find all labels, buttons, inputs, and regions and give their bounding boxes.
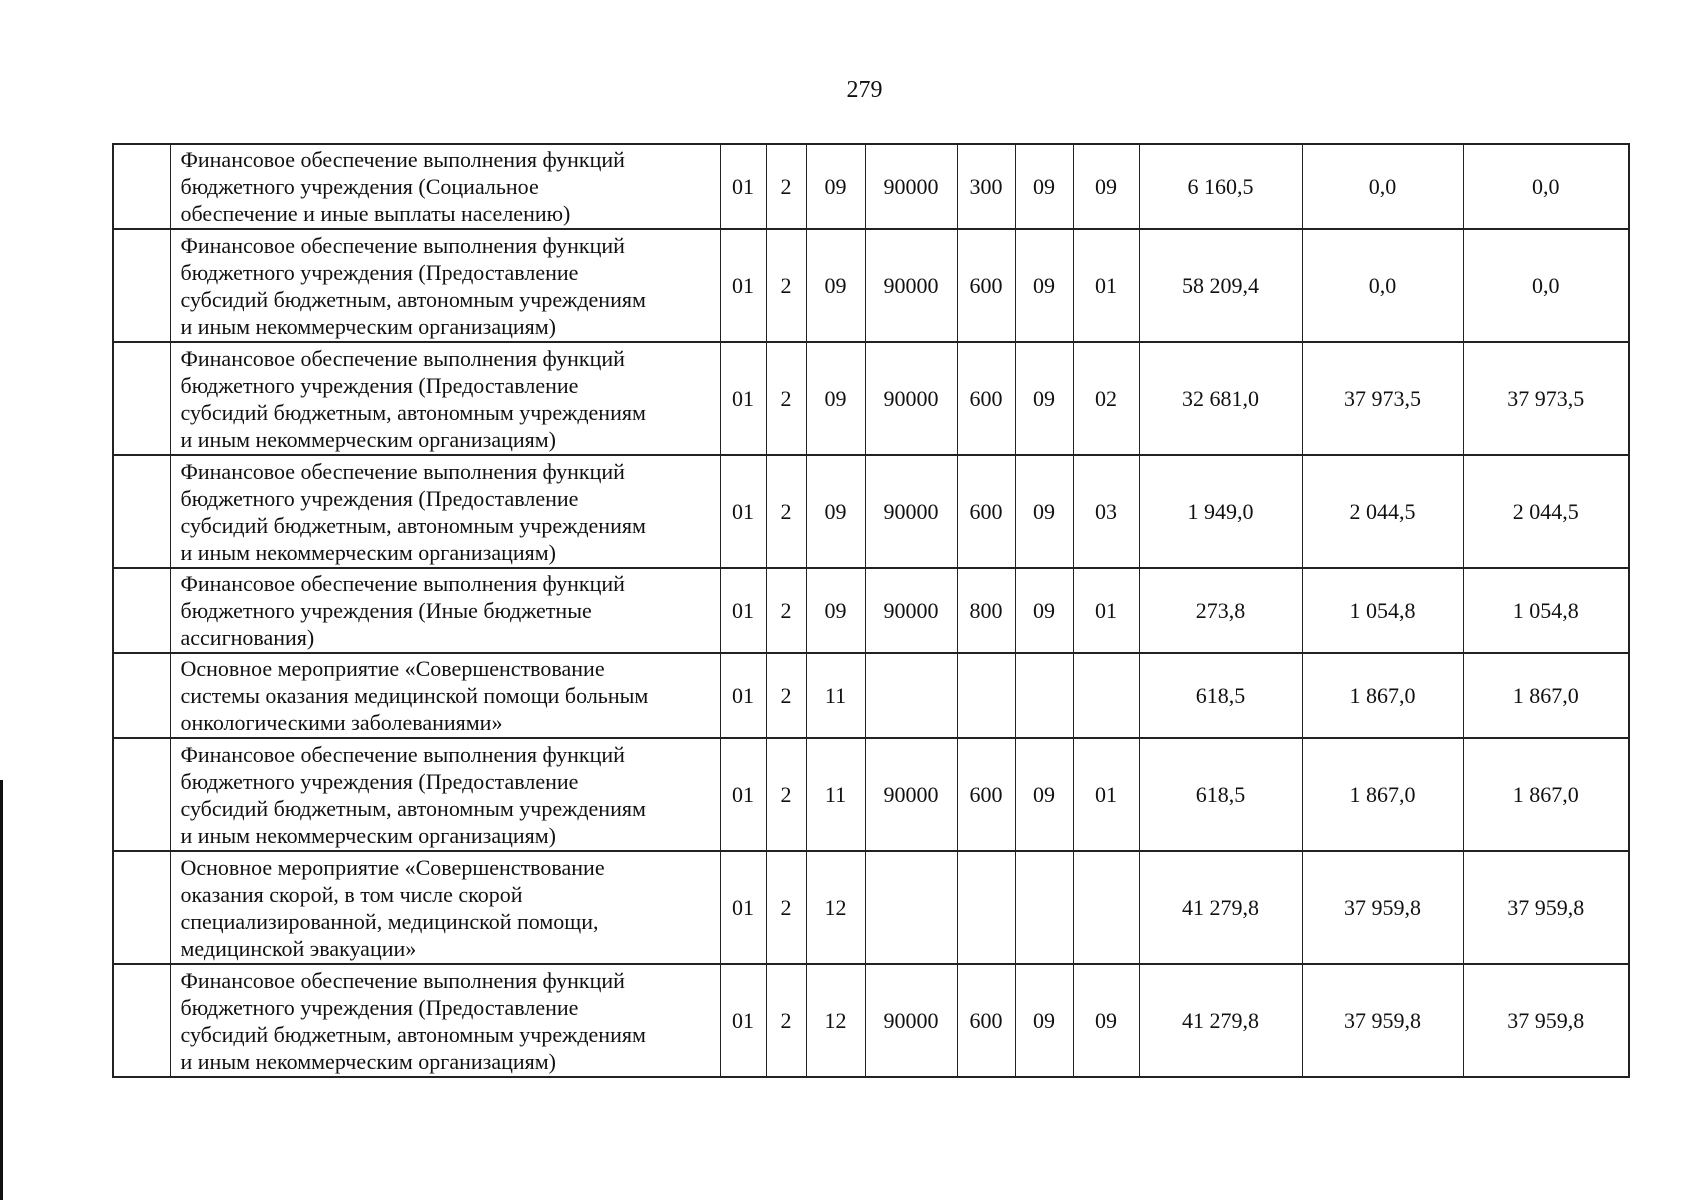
row-description: Финансовое обеспечение выполнения функций бюджетного учреждения (Иные бюджетные ассигнования) [170,568,720,653]
row-number [113,455,170,568]
amount-year-1: 1 949,0 [1139,455,1302,568]
code-program: 01 [720,568,766,653]
code-direction: 90000 [865,144,957,229]
code-program: 01 [720,653,766,738]
page-number: 279 [846,77,883,103]
code-expense-type: 600 [957,964,1015,1077]
row-description: Финансовое обеспечение выполнения функций бюджетного учреждения (Социальное обеспечение и иные выплаты населению) [170,144,720,229]
amount-year-3: 0,0 [1463,229,1629,342]
code-event: 09 [806,455,865,568]
row-number [113,851,170,964]
code-expense-type: 300 [957,144,1015,229]
code-expense-type: 600 [957,342,1015,455]
amount-year-1: 41 279,8 [1139,964,1302,1077]
row-description: Основное мероприятие «Совершенствование системы оказания медицинской помощи больным онкологическими заболеваниями» [170,653,720,738]
row-description: Финансовое обеспечение выполнения функций бюджетного учреждения (Предоставление субсидий бюджетным, автономным учреждениям и иным некоммерческим организациям) [170,738,720,851]
amount-year-2: 37 973,5 [1302,342,1463,455]
code-program: 01 [720,851,766,964]
code-expense-type: 600 [957,229,1015,342]
code-subsection: 03 [1073,455,1139,568]
code-direction [865,653,957,738]
code-subprogram: 2 [766,568,806,653]
amount-year-1: 618,5 [1139,653,1302,738]
table-row [113,144,1629,229]
code-section [1015,851,1073,964]
row-number [113,738,170,851]
code-subprogram: 2 [766,653,806,738]
amount-year-2: 0,0 [1302,144,1463,229]
amount-year-2: 1 867,0 [1302,653,1463,738]
amount-year-2: 1 054,8 [1302,568,1463,653]
code-subsection: 01 [1073,738,1139,851]
table-row [113,568,1629,653]
code-direction: 90000 [865,964,957,1077]
code-subsection: 02 [1073,342,1139,455]
table-body [113,144,1629,1077]
code-direction [865,851,957,964]
amount-year-3: 37 973,5 [1463,342,1629,455]
row-description: Финансовое обеспечение выполнения функций бюджетного учреждения (Предоставление субсидий бюджетным, автономным учреждениям и иным некоммерческим организациям) [170,455,720,568]
amount-year-1: 6 160,5 [1139,144,1302,229]
code-subprogram: 2 [766,144,806,229]
amount-year-3: 1 054,8 [1463,568,1629,653]
code-expense-type [957,851,1015,964]
code-event: 12 [806,964,865,1077]
code-section: 09 [1015,144,1073,229]
code-expense-type: 800 [957,568,1015,653]
code-section [1015,653,1073,738]
code-subsection [1073,653,1139,738]
amount-year-3: 2 044,5 [1463,455,1629,568]
table-row [113,229,1629,342]
table-row [113,851,1629,964]
row-number [113,144,170,229]
code-direction: 90000 [865,568,957,653]
code-section: 09 [1015,455,1073,568]
amount-year-1: 618,5 [1139,738,1302,851]
code-event: 12 [806,851,865,964]
code-program: 01 [720,229,766,342]
code-direction: 90000 [865,342,957,455]
code-event: 09 [806,144,865,229]
table-row [113,738,1629,851]
amount-year-2: 0,0 [1302,229,1463,342]
row-number [113,964,170,1077]
code-expense-type: 600 [957,455,1015,568]
row-number [113,342,170,455]
code-program: 01 [720,455,766,568]
amount-year-2: 37 959,8 [1302,964,1463,1077]
code-event: 11 [806,738,865,851]
code-subsection: 01 [1073,568,1139,653]
code-subsection: 09 [1073,964,1139,1077]
code-program: 01 [720,738,766,851]
code-section: 09 [1015,568,1073,653]
code-direction: 90000 [865,738,957,851]
code-subprogram: 2 [766,738,806,851]
amount-year-1: 58 209,4 [1139,229,1302,342]
row-description: Основное мероприятие «Совершенствование оказания скорой, в том числе скорой специализированной, медицинской помощи, медицинской эвакуации» [170,851,720,964]
table-row [113,342,1629,455]
code-section: 09 [1015,342,1073,455]
code-subprogram: 2 [766,964,806,1077]
row-description: Финансовое обеспечение выполнения функций бюджетного учреждения (Предоставление субсидий бюджетным, автономным учреждениям и иным некоммерческим организациям) [170,229,720,342]
code-event: 09 [806,568,865,653]
amount-year-1: 41 279,8 [1139,851,1302,964]
amount-year-1: 32 681,0 [1139,342,1302,455]
code-subsection: 09 [1073,144,1139,229]
code-program: 01 [720,342,766,455]
amount-year-3: 37 959,8 [1463,851,1629,964]
code-event: 09 [806,342,865,455]
amount-year-2: 1 867,0 [1302,738,1463,851]
code-event: 11 [806,653,865,738]
budget-table [112,143,1630,1078]
row-number [113,568,170,653]
code-direction: 90000 [865,455,957,568]
code-program: 01 [720,964,766,1077]
row-number [113,653,170,738]
table-row [113,964,1629,1077]
table-row [113,653,1629,738]
code-section: 09 [1015,229,1073,342]
code-subprogram: 2 [766,342,806,455]
code-subprogram: 2 [766,851,806,964]
code-subsection: 01 [1073,229,1139,342]
amount-year-3: 37 959,8 [1463,964,1629,1077]
code-subprogram: 2 [766,229,806,342]
code-section: 09 [1015,964,1073,1077]
table-row [113,455,1629,568]
code-section: 09 [1015,738,1073,851]
code-expense-type: 600 [957,738,1015,851]
row-description: Финансовое обеспечение выполнения функций бюджетного учреждения (Предоставление субсидий бюджетным, автономным учреждениям и иным некоммерческим организациям) [170,342,720,455]
code-expense-type [957,653,1015,738]
scan-edge-mark [0,780,3,1200]
row-number [113,229,170,342]
row-description: Финансовое обеспечение выполнения функций бюджетного учреждения (Предоставление субсидий бюджетным, автономным учреждениям и иным некоммерческим организациям) [170,964,720,1077]
code-direction: 90000 [865,229,957,342]
amount-year-3: 1 867,0 [1463,653,1629,738]
amount-year-2: 2 044,5 [1302,455,1463,568]
amount-year-1: 273,8 [1139,568,1302,653]
code-subsection [1073,851,1139,964]
code-subprogram: 2 [766,455,806,568]
amount-year-3: 0,0 [1463,144,1629,229]
amount-year-3: 1 867,0 [1463,738,1629,851]
code-program: 01 [720,144,766,229]
amount-year-2: 37 959,8 [1302,851,1463,964]
code-event: 09 [806,229,865,342]
